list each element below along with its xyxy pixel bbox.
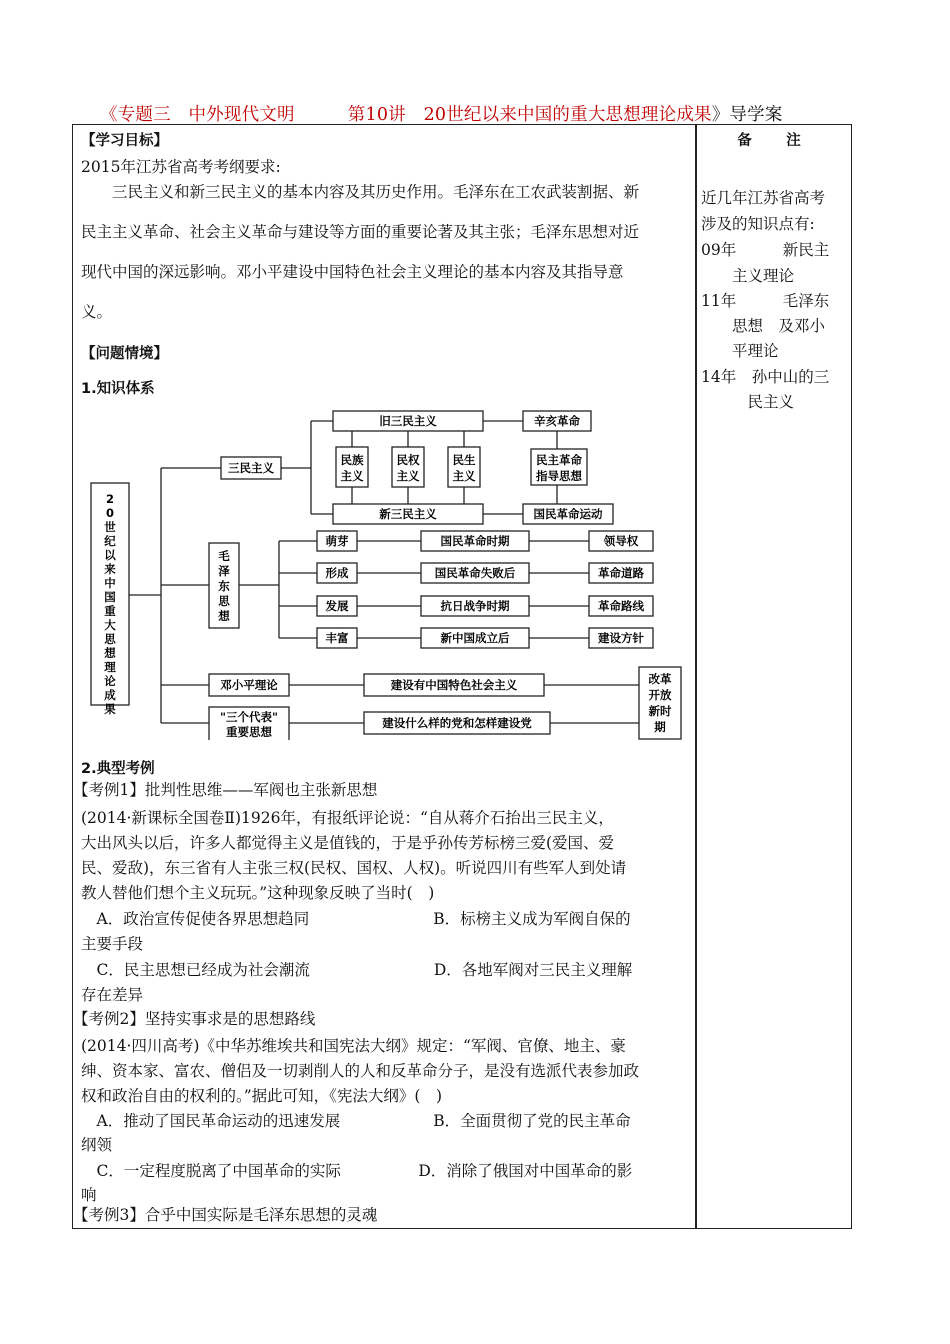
deng-label: 邓小平理论 <box>220 678 278 692</box>
example-1-option: A．政治宣传促使各界思想趋同 B．标榜主义成为军阀自保的 <box>81 910 631 928</box>
goals-line: 义。 <box>81 303 113 321</box>
example-1-line: 大出风头以后，许多人都觉得主义是值钱的，于是乎孙传芳标榜三爱(爱国、爱 <box>81 834 615 852</box>
example-2-title <box>73 1007 315 1029</box>
stage-label: 萌芽 <box>325 534 349 548</box>
minquan-label: 民权主义 <box>396 453 420 483</box>
example-2-line: 绅、资本家、富农、僧侣及一切剥削人的人和反革命分子，是没有选派代表参加政 <box>81 1062 640 1080</box>
result-label: 革命路线 <box>598 599 644 613</box>
title-suffix: 》导学案 <box>711 105 783 125</box>
notes-line: 近几年江苏省高考 <box>701 189 826 207</box>
period-label: 抗日战争时期 <box>440 599 510 613</box>
goals-heading: 【学习目标】 <box>81 133 168 149</box>
example-2-topic: 坚持实事求是的思想路线 <box>144 1010 316 1028</box>
zhidao-label: 民主革命指导思想 <box>536 453 582 483</box>
example-2-tag: 【考例2】 <box>73 1010 145 1028</box>
guomin-label: 国民革命运动 <box>533 507 603 521</box>
example-1-title <box>73 778 377 800</box>
minsheng-label: 民生主义 <box>452 453 476 483</box>
mao-label: 毛泽东思想 <box>218 549 230 623</box>
notes-line: 思想 及邓小 <box>701 317 826 335</box>
reform-label: 改革开放新时期 <box>648 672 672 734</box>
title-main: 《专题三 中外现代文明 第10讲 20世纪以来中国的重大思想理论成果 <box>100 105 712 125</box>
column-divider <box>695 125 697 1228</box>
page-title <box>100 101 860 126</box>
three-goal-label: 建设什么样的党和怎样建设党 <box>382 716 532 730</box>
result-label: 革命道路 <box>598 566 644 580</box>
goals-requirement: 2015年江苏省高考考纲要求: <box>81 158 281 176</box>
situation-heading: 【问题情境】 <box>81 346 168 362</box>
minzu-label: 民族主义 <box>340 453 364 483</box>
example-3-tag: 【考例3】 <box>73 1206 145 1224</box>
notes-line: 民主义 <box>701 393 795 411</box>
deng-goal-label: 建设有中国特色社会主义 <box>390 678 518 692</box>
goals-line: 现代中国的深远影响。邓小平建设中国特色社会主义理论的基本内容及其指导意 <box>81 263 624 281</box>
period-label: 新中国成立后 <box>440 631 510 645</box>
new-sanmin-label: 新三民主义 <box>379 507 437 521</box>
mao-stages <box>279 531 653 648</box>
notes-line: 14年 孙中山的三 <box>701 368 830 386</box>
worksheet-table <box>72 124 852 1229</box>
example-1-option: C．民主思想已经成为社会潮流 D．各地军阀对三民主义理解 <box>81 961 633 979</box>
three-represents-label: "三个代表"重要思想 <box>220 710 278 739</box>
example-1-option: 主要手段 <box>81 935 144 953</box>
example-2-option: 响 <box>81 1186 97 1204</box>
sanmin-label: 三民主义 <box>228 461 274 475</box>
example-2-line: (2014·四川高考)《中华苏维埃共和国宪法大纲》规定：“军阀、官僚、地主、豪 <box>81 1037 626 1055</box>
period-label: 国民革命时期 <box>440 534 510 548</box>
example-1-option: 存在差异 <box>81 986 144 1004</box>
diagram-root-label: 2 0 世纪以来中国重大思想理论成果 <box>104 492 116 716</box>
example-1-topic: 批判性思维——军阀也主张新思想 <box>144 781 378 799</box>
example-1-line: 民、爱敌)，东三省有人主张三权(民权、国权、人权)。听说四川有些军人到处请 <box>81 859 627 877</box>
goals-line: 三民主义和新三民主义的基本内容及其历史作用。毛泽东在工农武装割据、新 <box>81 183 640 201</box>
notes-line: 主义理论 <box>701 267 795 285</box>
result-label: 建设方针 <box>598 631 644 645</box>
notes-line: 平理论 <box>701 342 779 360</box>
example-2-option: 纲领 <box>81 1136 113 1154</box>
notes-heading: 备 注 <box>737 133 811 149</box>
knowledge-diagram <box>81 405 691 740</box>
notes-line: 09年 新民主 <box>701 241 830 259</box>
notes-line: 11年 毛泽东 <box>701 292 830 310</box>
stage-label: 丰富 <box>325 631 349 645</box>
old-sanmin-label: 旧三民主义 <box>379 414 437 428</box>
stage-label: 形成 <box>325 566 349 580</box>
example-3-title <box>73 1203 377 1225</box>
example-2-line: 权和政治自由的权利的。”据此可知，《宪法大纲》( ) <box>81 1087 443 1105</box>
example-1-line: 教人替他们想个主义玩玩。”这种现象反映了当时( ) <box>81 884 435 902</box>
xinhai-label: 辛亥革命 <box>534 414 580 428</box>
example-1-tag: 【考例1】 <box>73 781 145 799</box>
knowledge-system-heading: 1.知识体系 <box>81 381 155 397</box>
period-label: 国民革命失败后 <box>434 566 516 580</box>
notes-line: 涉及的知识点有: <box>701 215 815 233</box>
stage-label: 发展 <box>325 599 349 613</box>
result-label: 领导权 <box>603 534 639 548</box>
example-3-topic: 合乎中国实际是毛泽东思想的灵魂 <box>144 1206 378 1224</box>
goals-line: 民主主义革命、社会主义革命与建设等方面的重要论著及其主张；毛泽东思想对近 <box>81 223 640 241</box>
example-2-option: C．一定程度脱离了中国革命的实际 D．消除了俄国对中国革命的影 <box>81 1162 633 1180</box>
example-2-option: A．推动了国民革命运动的迅速发展 B．全面贯彻了党的民主革命 <box>81 1112 631 1130</box>
typical-examples-heading: 2.典型考例 <box>81 761 155 777</box>
example-1-line: (2014·新课标全国卷Ⅱ)1926年，有报纸评论说：“自从蒋介石抬出三民主义， <box>81 809 614 827</box>
